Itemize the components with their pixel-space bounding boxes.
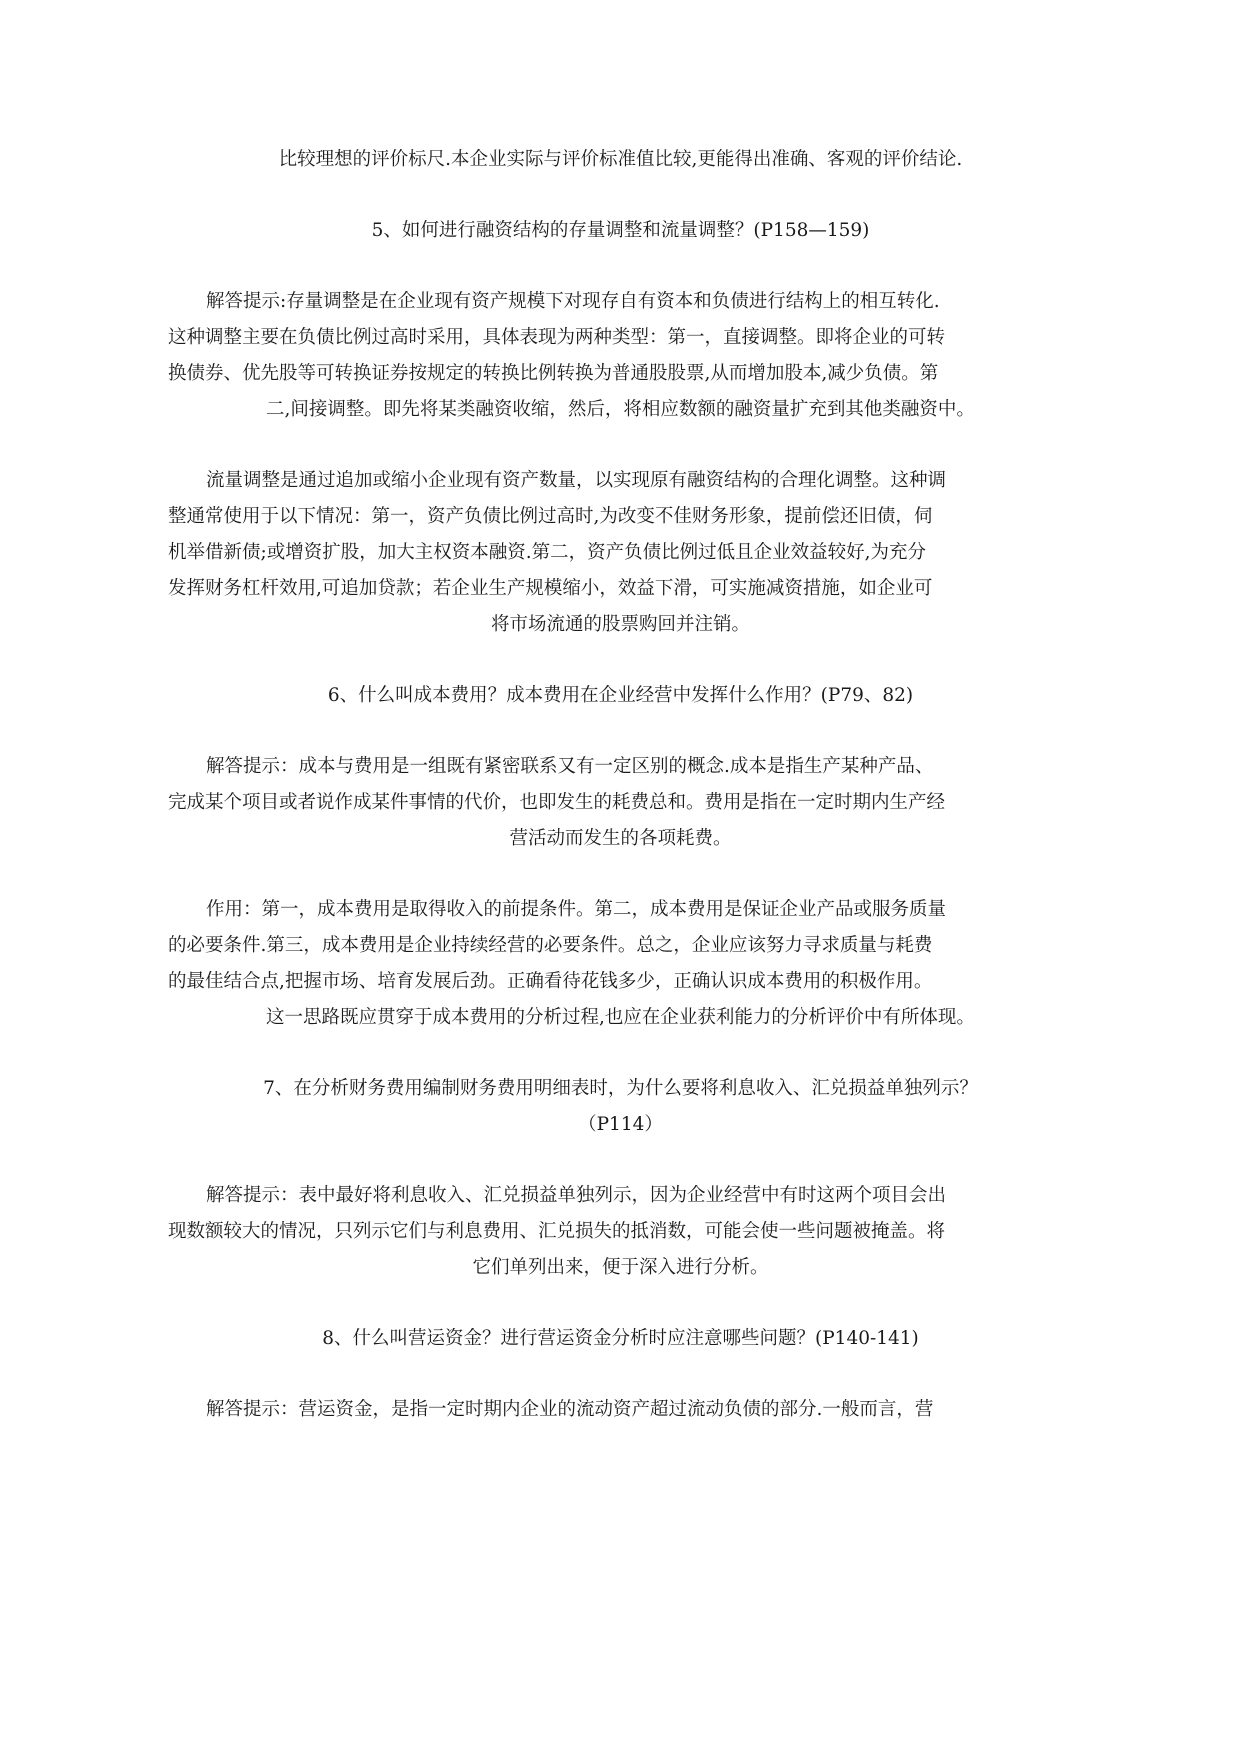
paragraph-line: 换债券、优先股等可转换证券按规定的转换比例转换为普通股股票,从而增加股本,减少负债。第	[168, 363, 939, 384]
paragraph-line: 这种调整主要在负债比例过高时采用，具体表现为两种类型：第一，直接调整。即将企业的可转	[168, 327, 946, 348]
question-heading-5: 5、如何进行融资结构的存量调整和流量调整？(P158—159)	[371, 220, 870, 241]
paragraph-line: 将市场流通的股票购回并注销。	[490, 614, 750, 635]
paragraph-line: 比较理想的评价标尺.本企业实际与评价标准值比较,更能得出准确、客观的评价结论.	[278, 149, 963, 170]
paragraph-line: 的最佳结合点,把握市场、培育发展后劲。正确看待花钱多少，正确认识成本费用的积极作用。	[168, 971, 933, 992]
paragraph-line: 解答提示:存量调整是在企业现有资产规模下对现存自有资本和负债进行结构上的相互转化.	[206, 291, 940, 312]
paragraph-line: 二,间接调整。即先将某类融资收缩，然后，将相应数额的融资量扩充到其他类融资中。	[266, 399, 975, 420]
paragraph-line: 完成某个项目或者说作成某件事情的代价，也即发生的耗费总和。费用是指在一定时期内生产经	[168, 792, 946, 813]
question-heading-8: 8、什么叫营运资金？进行营运资金分析时应注意哪些问题？(P140-141)	[322, 1328, 919, 1349]
paragraph-line: 它们单列出来，便于深入进行分析。	[472, 1257, 769, 1278]
paragraph-line: 营活动而发生的各项耗费。	[509, 828, 732, 849]
paragraph-line: 作用：第一，成本费用是取得收入的前提条件。第二，成本费用是保证企业产品或服务质量	[206, 899, 947, 920]
paragraph-line: 解答提示：营运资金，是指一定时期内企业的流动资产超过流动负债的部分.一般而言，营	[206, 1399, 934, 1420]
paragraph-line: 现数额较大的情况，只列示它们与利息费用、汇兑损失的抵消数，可能会使一些问题被掩盖。将	[168, 1221, 946, 1242]
paragraph-line: 整通常使用于以下情况：第一，资产负债比例过高时,为改变不佳财务形象，提前偿还旧债，伺	[168, 506, 933, 527]
paragraph-line: 的必要条件.第三，成本费用是企业持续经营的必要条件。总之，企业应该努力寻求质量与耗费	[168, 935, 933, 956]
question-heading-6: 6、什么叫成本费用？成本费用在企业经营中发挥什么作用？(P79、82)	[327, 685, 914, 706]
question-heading-7: 7、在分析财务费用编制财务费用明细表时，为什么要将利息收入、汇兑损益单独列示？	[263, 1078, 978, 1099]
question-heading-7-page-ref: （P114）	[578, 1114, 663, 1135]
paragraph-line: 发挥财务杠杆效用,可追加贷款；若企业生产规模缩小，效益下滑，可实施减资措施，如企业可	[168, 578, 933, 599]
paragraph-line: 流量调整是通过追加或缩小企业现有资产数量，以实现原有融资结构的合理化调整。这种调	[206, 470, 947, 491]
paragraph-line: 解答提示：成本与费用是一组既有紧密联系又有一定区别的概念.成本是指生产某种产品、	[206, 756, 934, 777]
paragraph-line: 机举借新债;或增资扩股，加大主权资本融资.第二，资产负债比例过低且企业效益较好,为充分	[168, 542, 926, 563]
paragraph-line: 解答提示：表中最好将利息收入、汇兑损益单独列示，因为企业经营中有时这两个项目会出	[206, 1185, 947, 1206]
paragraph-line: 这一思路既应贯穿于成本费用的分析过程,也应在企业获利能力的分析评价中有所体现。	[266, 1007, 975, 1028]
